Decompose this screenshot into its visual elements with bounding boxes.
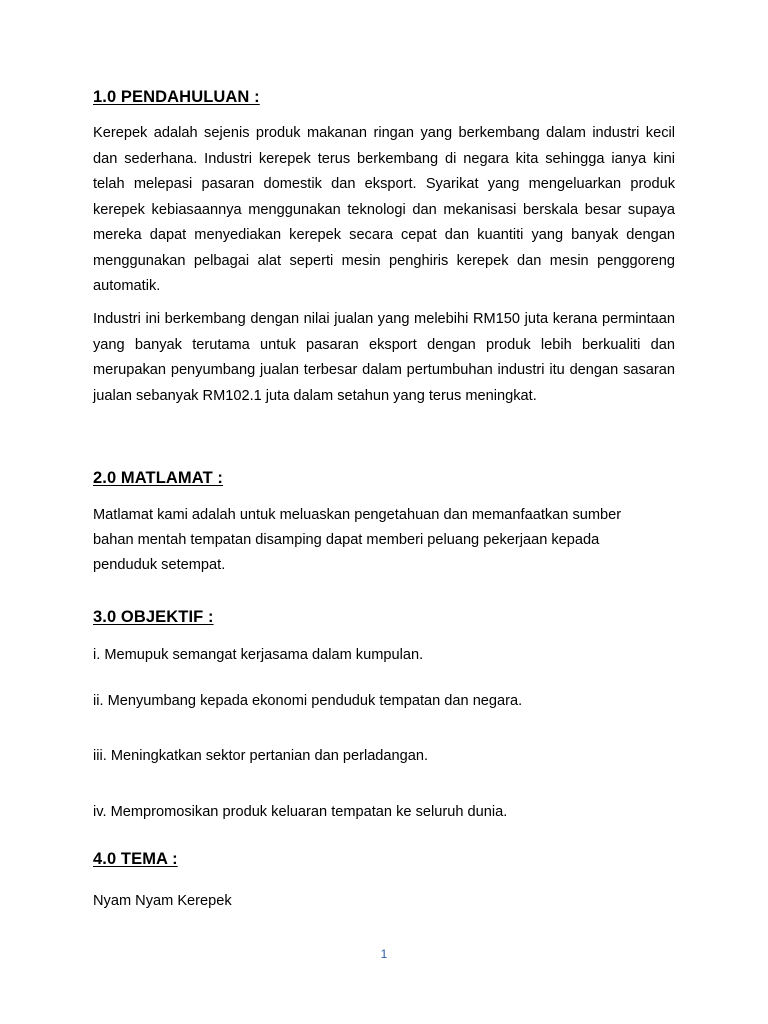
- paragraph-pendahuluan-2: Industri ini berkembang dengan nilai jualan yang melebihi RM150 juta kerana permintaan yang banyak terutama untuk pasaran eksport dengan produk lebih berkualiti dan merupakan penyumbang jualan terbesar dalam pertumbuhan industri itu dengan sasaran jualan sebanyak RM102.1 juta dalam setahun yang terus meningkat.: [93, 311, 675, 404]
- matlamat-line-2: bahan mentah tempatan disamping dapat memberi peluang pekerjaan kepada: [93, 532, 600, 548]
- objektif-item-3: iii. Meningkatkan sektor pertanian dan perladangan.: [93, 748, 429, 764]
- heading-pendahuluan: 1.0 PENDAHULUAN :: [93, 88, 260, 106]
- objektif-item-1: i. Memupuk semangat kerjasama dalam kumpulan.: [93, 647, 424, 663]
- paragraph-pendahuluan-1: Kerepek adalah sejenis produk makanan ringan yang berkembang dalam industri kecil dan sederhana. Industri kerepek terus berkembang di negara kita sehingga ianya kini telah melepasi pasaran domestik dan eksport. Syarikat yang mengeluarkan produk kerepek kebiasaannya menggunakan teknologi dan mekanisasi berskala besar supaya mereka dapat menyediakan kerepek secara cepat dan kuantiti yang banyak dengan menggunakan pelbagai alat seperti mesin penghiris kerepek dan mesin penggoreng automatik.: [93, 125, 675, 294]
- objektif-item-4: iv. Mempromosikan produk keluaran tempatan ke seluruh dunia.: [93, 804, 508, 820]
- page-number: 1: [380, 947, 388, 961]
- heading-matlamat: 2.0 MATLAMAT :: [93, 469, 224, 487]
- objektif-item-2: ii. Menyumbang kepada ekonomi penduduk tempatan dan negara.: [93, 693, 523, 709]
- matlamat-line-3: penduduk setempat.: [93, 557, 226, 573]
- matlamat-line-1: Matlamat kami adalah untuk meluaskan pengetahuan dan memanfaatkan sumber: [93, 507, 622, 523]
- tema-text: Nyam Nyam Kerepek: [93, 893, 232, 909]
- heading-objektif: 3.0 OBJEKTIF :: [93, 608, 214, 626]
- heading-tema: 4.0 TEMA :: [93, 850, 178, 868]
